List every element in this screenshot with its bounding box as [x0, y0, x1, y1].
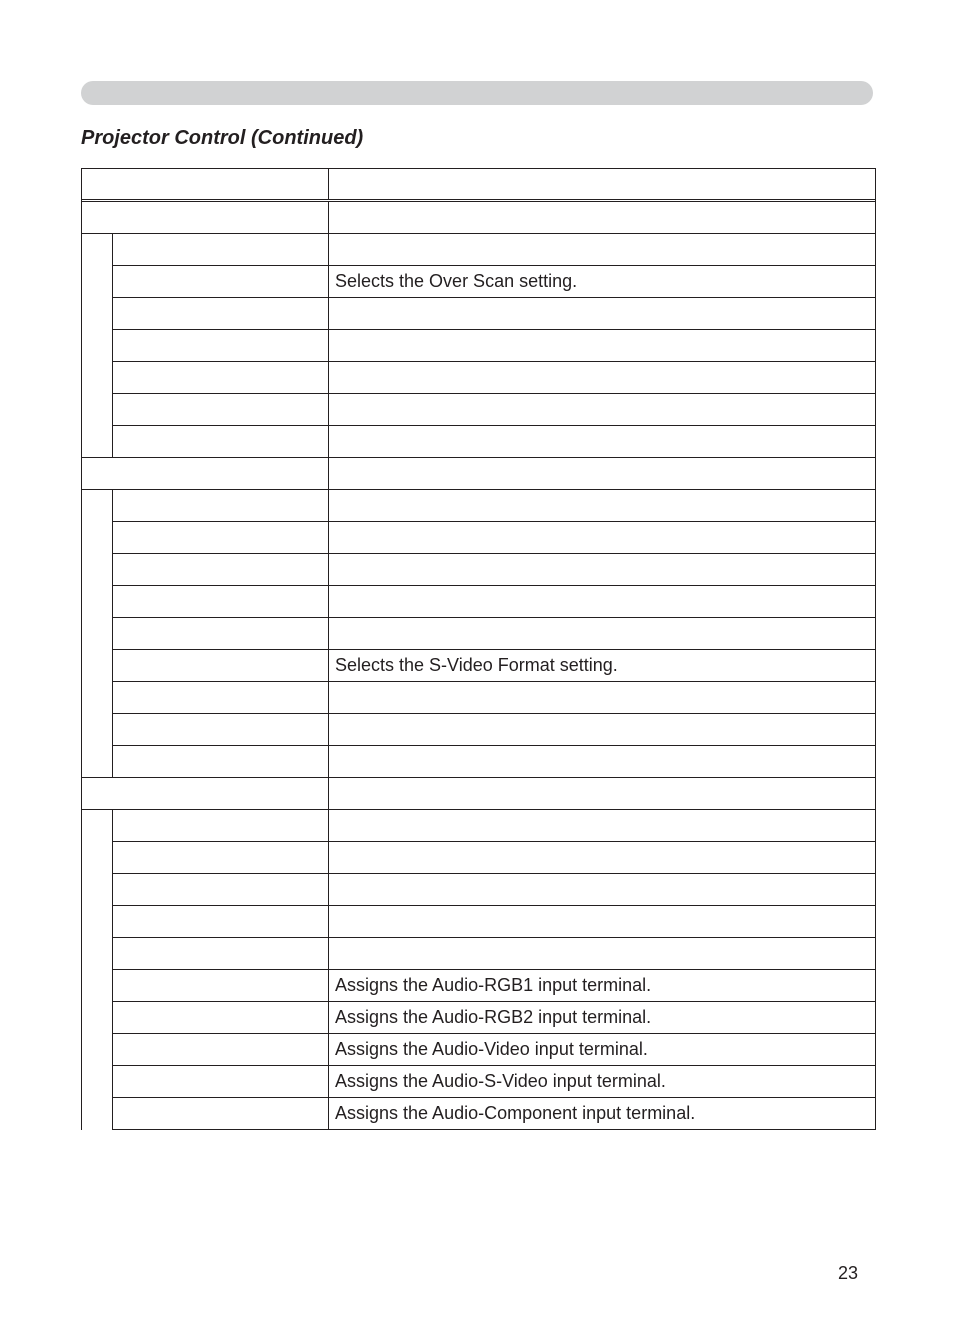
item-name-cell [113, 490, 329, 522]
group-description-cell [329, 778, 876, 810]
item-name-cell [113, 842, 329, 874]
table-row [82, 938, 876, 970]
page-number: 23 [838, 1263, 859, 1283]
item-description-cell [329, 810, 876, 842]
table-row [82, 618, 876, 650]
item-description-cell [329, 298, 876, 330]
table-row [82, 234, 876, 266]
item-name-cell [113, 906, 329, 938]
table-row [82, 810, 876, 842]
item-name-cell [113, 714, 329, 746]
table-row [82, 1034, 876, 1066]
table-row [82, 1098, 876, 1130]
group-name-cell [82, 778, 329, 810]
item-description-cell [329, 522, 876, 554]
indent-cell [82, 298, 113, 330]
item-name-cell [113, 970, 329, 1002]
item-name-cell [113, 1098, 329, 1130]
item-name-cell [113, 586, 329, 618]
item-description-cell [329, 554, 876, 586]
indent-cell [82, 394, 113, 426]
table-row [82, 746, 876, 778]
indent-cell [82, 554, 113, 586]
indent-cell [82, 426, 113, 458]
item-description-cell: Selects the S-Video Format setting. [329, 650, 876, 682]
group-description-cell [329, 458, 876, 490]
item-name-cell [113, 746, 329, 778]
page-title: Projector Control (Continued) [81, 127, 364, 149]
item-name-cell [113, 266, 329, 298]
group-description-cell [329, 202, 876, 234]
indent-cell [82, 1066, 113, 1098]
indent-cell [82, 938, 113, 970]
item-name-cell [113, 618, 329, 650]
indent-cell [82, 330, 113, 362]
item-name-cell [113, 426, 329, 458]
item-name-cell [113, 1066, 329, 1098]
section-header-bar [81, 81, 873, 105]
indent-cell [82, 874, 113, 906]
header-cell-description [329, 169, 876, 200]
item-description-cell [329, 330, 876, 362]
indent-cell [82, 970, 113, 1002]
group-name-cell [82, 458, 329, 490]
table-row [82, 874, 876, 906]
item-description-cell [329, 490, 876, 522]
table-row [82, 426, 876, 458]
indent-cell [82, 714, 113, 746]
table-row [82, 266, 876, 298]
table-row [82, 906, 876, 938]
indent-cell [82, 810, 113, 842]
item-name-cell [113, 650, 329, 682]
indent-cell [82, 234, 113, 266]
item-name-cell [113, 1002, 329, 1034]
item-description-cell [329, 746, 876, 778]
projector-control-table [81, 168, 876, 1130]
item-description-cell: Assigns the Audio-RGB2 input terminal. [329, 1002, 876, 1034]
table-header-row [82, 169, 876, 200]
table-row [82, 682, 876, 714]
table-row [82, 650, 876, 682]
item-name-cell [113, 874, 329, 906]
item-description-cell: Assigns the Audio-Component input terminal. [329, 1098, 876, 1130]
item-name-cell [113, 362, 329, 394]
item-name-cell [113, 330, 329, 362]
indent-cell [82, 842, 113, 874]
table-row [82, 586, 876, 618]
indent-cell [82, 522, 113, 554]
item-description-cell: Assigns the Audio-S-Video input terminal. [329, 1066, 876, 1098]
group-name-cell [82, 202, 329, 234]
indent-cell [82, 1098, 113, 1130]
item-description-cell [329, 714, 876, 746]
item-name-cell [113, 682, 329, 714]
item-name-cell [113, 298, 329, 330]
item-description-cell: Assigns the Audio-Video input terminal. [329, 1034, 876, 1066]
item-description-cell: Selects the Over Scan setting. [329, 266, 876, 298]
indent-cell [82, 1034, 113, 1066]
table-row [82, 1002, 876, 1034]
item-description-cell [329, 618, 876, 650]
item-name-cell [113, 554, 329, 586]
item-description-cell [329, 938, 876, 970]
table-row [82, 394, 876, 426]
item-description-cell [329, 842, 876, 874]
item-description-cell [329, 874, 876, 906]
table-group-row [82, 202, 876, 234]
table-row [82, 490, 876, 522]
table-row [82, 362, 876, 394]
indent-cell [82, 586, 113, 618]
item-description-cell [329, 906, 876, 938]
item-description-cell [329, 426, 876, 458]
item-description-cell: Assigns the Audio-RGB1 input terminal. [329, 970, 876, 1002]
item-name-cell [113, 394, 329, 426]
table-row [82, 330, 876, 362]
table-row [82, 298, 876, 330]
indent-cell [82, 1002, 113, 1034]
item-name-cell [113, 810, 329, 842]
table-row [82, 970, 876, 1002]
item-description-cell [329, 394, 876, 426]
table-group-row [82, 778, 876, 810]
item-description-cell [329, 586, 876, 618]
table-row [82, 1066, 876, 1098]
table-row [82, 714, 876, 746]
indent-cell [82, 618, 113, 650]
indent-cell [82, 490, 113, 522]
item-name-cell [113, 938, 329, 970]
item-name-cell [113, 1034, 329, 1066]
indent-cell [82, 362, 113, 394]
indent-cell [82, 906, 113, 938]
indent-cell [82, 682, 113, 714]
table-row [82, 554, 876, 586]
item-name-cell [113, 522, 329, 554]
item-name-cell [113, 234, 329, 266]
table-group-row [82, 458, 876, 490]
header-cell-command [82, 169, 329, 200]
indent-cell [82, 266, 113, 298]
indent-cell [82, 650, 113, 682]
table-row [82, 522, 876, 554]
item-description-cell [329, 682, 876, 714]
indent-cell [82, 746, 113, 778]
item-description-cell [329, 234, 876, 266]
item-description-cell [329, 362, 876, 394]
table-row [82, 842, 876, 874]
